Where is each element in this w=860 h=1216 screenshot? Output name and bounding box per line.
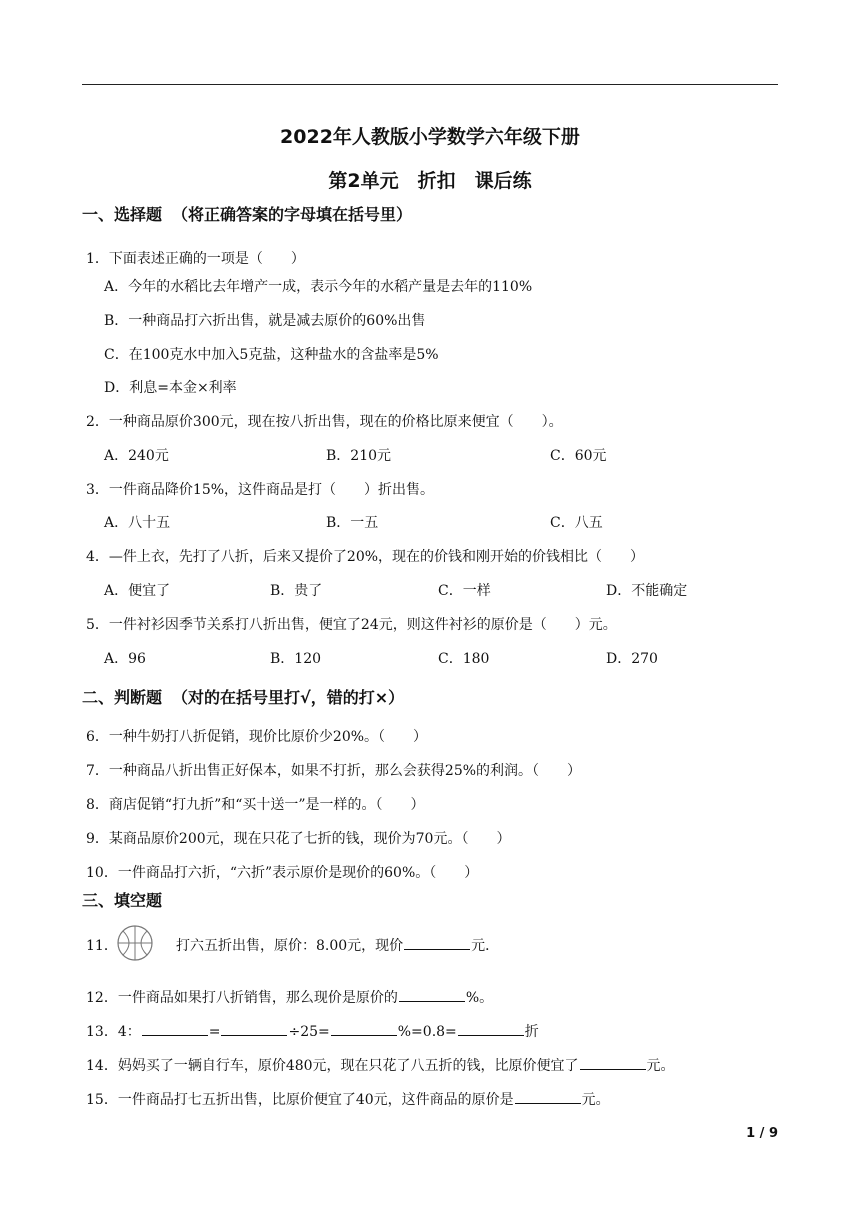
question-15-text: 15．一件商品打七五折出售，比原价便宜了40元，这件商品的原价是 [86, 1092, 514, 1108]
question-13-p2: ÷25= [288, 1024, 330, 1040]
page-number: 1 / 9 [746, 1126, 778, 1141]
option-3c: C．八五 [550, 515, 603, 531]
page-title: 2022年人教版小学数学六年级下册 [280, 126, 580, 148]
option-2c: C．60元 [550, 448, 607, 464]
question-1: 1．下面表述正确的一项是（ ） [86, 251, 305, 267]
question-11 [176, 935, 499, 955]
option-1c: C．在100克水中加入5克盐，这种盐水的含盐率是5% [104, 347, 439, 363]
question-13 [86, 1021, 539, 1041]
question-11-text: 打六五折出售，原价：8.00元，现价 [176, 938, 404, 954]
question-13-tail: 折 [524, 1024, 539, 1040]
question-12 [86, 987, 493, 1007]
answer-blank[interactable] [404, 935, 470, 950]
option-4b: B．贵了 [270, 583, 323, 599]
question-3: 3．一件商品降价15%，这件商品是打（ ）折出售。 [86, 482, 435, 498]
question-13-p1: = [208, 1024, 221, 1040]
answer-blank[interactable] [399, 987, 465, 1002]
basketball-icon [116, 922, 154, 964]
option-4d: D．不能确定 [606, 583, 688, 599]
header-rule [82, 84, 778, 85]
question-12-tail: %。 [465, 990, 494, 1006]
option-3b: B．一五 [326, 515, 379, 531]
question-4: 4．—件上衣，先打了八折，后来又提价了20%，现在的价钱和刚开始的价钱相比（ ） [86, 549, 645, 565]
question-8: 8．商店促销“打九折”和“买十送一”是一样的。（ ） [86, 797, 425, 813]
question-6: 6．一种牛奶打八折促销，现价比原价少20%。（ ） [86, 729, 428, 745]
option-5a: A．96 [104, 651, 146, 667]
question-11-number: 11． [86, 938, 118, 954]
question-14 [86, 1055, 675, 1075]
section-label: 三、填空题 [82, 891, 163, 910]
question-14-text: 14．妈妈买了一辆自行车，原价480元，现在只花了八五折的钱，比原价便宜了 [86, 1058, 579, 1074]
section-label: 二、判断题 [82, 688, 163, 707]
section-heading-choice [82, 202, 412, 225]
question-2: 2．一种商品原价300元，现在按八折出售，现在的价格比原来便宜（ ）。 [86, 414, 563, 430]
option-4a: A．便宜了 [104, 583, 171, 599]
question-14-tail: 元。 [646, 1058, 675, 1074]
question-11-tail: 元． [471, 938, 500, 954]
option-5b: B．120 [270, 651, 322, 667]
answer-blank[interactable] [221, 1021, 287, 1036]
option-1a: A．今年的水稻比去年增产一成，表示今年的水稻产量是去年的110% [104, 279, 533, 295]
question-13-head: 13．4： [86, 1024, 141, 1040]
section-label: 一、选择题 [82, 205, 163, 224]
option-3a: A．八十五 [104, 515, 171, 531]
page-subtitle: 第2单元 折扣 课后练 [328, 170, 532, 192]
option-2a: A．240元 [104, 448, 169, 464]
answer-blank[interactable] [331, 1021, 397, 1036]
option-4c: C．一样 [438, 583, 491, 599]
answer-blank[interactable] [515, 1089, 581, 1104]
answer-blank[interactable] [142, 1021, 208, 1036]
option-5d: D．270 [606, 651, 658, 667]
option-1b: B．一种商品打六折出售，就是减去原价的60%出售 [104, 313, 426, 329]
question-10: 10．一件商品打六折，“六折”表示原价是现价的60%。（ ） [86, 865, 479, 881]
answer-blank[interactable] [458, 1021, 524, 1036]
section-note: （对的在括号里打√，错的打×） [172, 688, 405, 707]
question-13-p3: %=0.8= [397, 1024, 457, 1040]
option-2b: B．210元 [326, 448, 392, 464]
option-1d: D．利息=本金×利率 [104, 380, 237, 396]
question-9: 9．某商品原价200元，现在只花了七折的钱，现价为70元。（ ） [86, 831, 511, 847]
question-15 [86, 1089, 610, 1109]
question-12-text: 12．一件商品如果打八折销售，那么现价是原价的 [86, 990, 398, 1006]
option-5c: C．180 [438, 651, 490, 667]
section-note: （将正确答案的字母填在括号里） [172, 205, 413, 224]
section-heading-judge [82, 685, 404, 708]
answer-blank[interactable] [580, 1055, 646, 1070]
section-heading-fill [82, 888, 162, 911]
question-15-tail: 元。 [581, 1092, 610, 1108]
question-5: 5．一件衬衫因季节关系打八折出售，便宜了24元，则这件衬衫的原价是（ ）元。 [86, 617, 617, 633]
question-7: 7．一种商品八折出售正好保本，如果不打折，那么会获得25%的利润。（ ） [86, 763, 582, 779]
